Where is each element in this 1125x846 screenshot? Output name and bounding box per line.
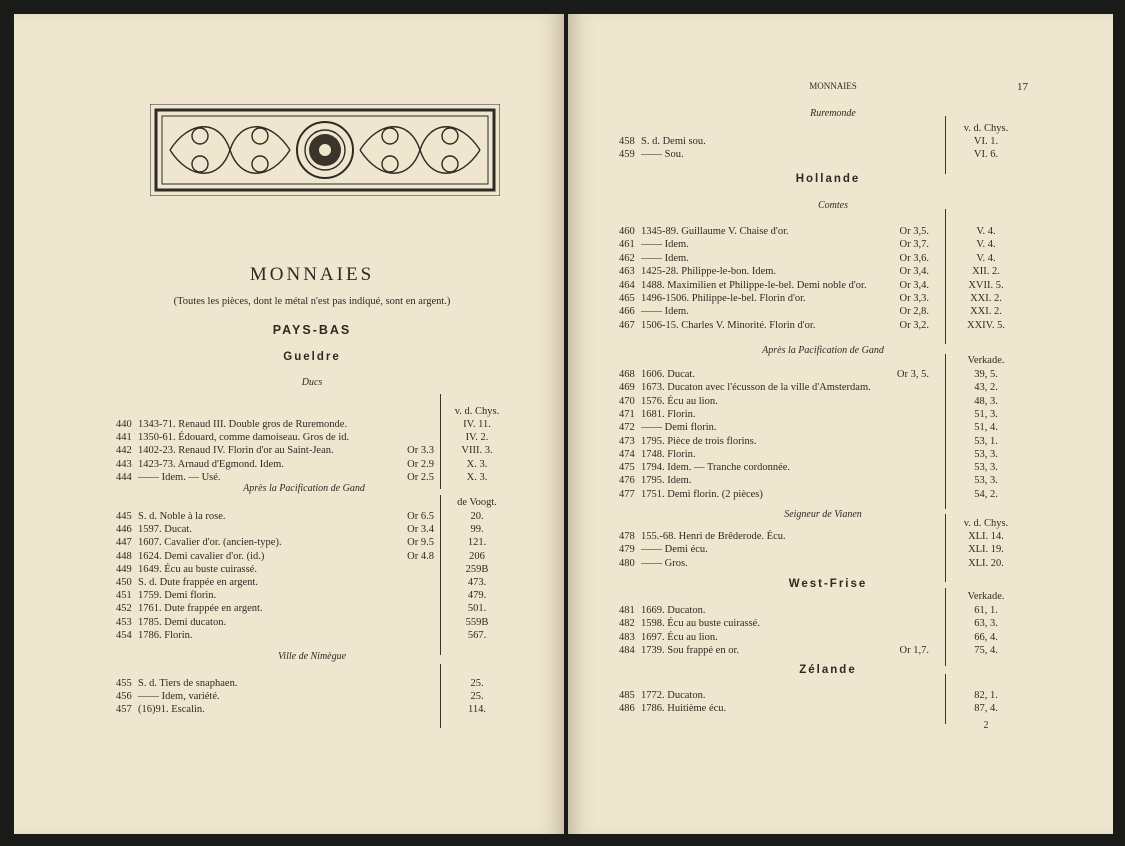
- entry-description: 1673. Ducaton avec l'écusson de la ville d'Amsterdam.: [641, 382, 871, 394]
- entry-description: 1751. Demi florin. (2 pièces): [641, 488, 763, 500]
- entry-number: 449: [116, 563, 132, 575]
- entry-description: 1488. Maximilien et Philippe-le-bel. Demi noble d'or.: [641, 279, 867, 291]
- entry-reference: XLI. 14.: [968, 531, 1004, 542]
- entry-description: 1506-15. Charles V. Minorité. Florin d'or.: [641, 319, 816, 331]
- entry-metal: Or 3,2.: [899, 319, 929, 331]
- entry-number: 486: [619, 703, 635, 715]
- entry-reference: 51, 3.: [974, 408, 998, 420]
- entry-description: S. d. Tiers de snaphaen.: [138, 678, 238, 689]
- entry-metal: Or 2.5: [407, 471, 434, 483]
- entry-description: 1598. Écu au buste cuirassé.: [641, 618, 760, 630]
- ref-header: Verkade.: [967, 591, 1005, 602]
- entry-description: 1772. Ducaton.: [641, 690, 706, 701]
- entry-metal: Or 2,8.: [899, 306, 929, 318]
- entry-reference: VI. 6.: [973, 149, 999, 161]
- province-heading: Zélande: [799, 664, 857, 676]
- entry-number: 485: [619, 690, 635, 701]
- entry-reference: 567.: [467, 629, 487, 641]
- entry-reference: 82, 1.: [974, 690, 998, 701]
- entry-reference: 559B: [465, 616, 489, 628]
- entry-number: 446: [116, 524, 132, 536]
- entry-reference: X. 3.: [466, 471, 488, 483]
- province-heading: West-Frise: [788, 578, 868, 590]
- ref-header: v. d. Chys.: [963, 518, 1009, 529]
- entry-metal: Or 1,7.: [899, 644, 929, 656]
- entry-reference: IV. 2.: [465, 432, 489, 444]
- entry-metal: Or 2.9: [407, 458, 434, 470]
- entry-reference: 51, 4.: [974, 422, 998, 434]
- entry-reference: XLI. 20.: [968, 557, 1004, 569]
- entry-number: 458: [619, 136, 635, 147]
- entry-number: 455: [116, 678, 132, 689]
- entry-reference: 39, 5.: [974, 369, 998, 380]
- entry-reference: V. 4.: [976, 239, 996, 251]
- entry-description: 1343-71. Renaud III. Double gros de Ruremonde.: [138, 419, 348, 430]
- entry-number: 448: [116, 550, 132, 562]
- entry-number: 484: [619, 644, 635, 656]
- entry-description: 1761. Dute frappée en argent.: [138, 603, 263, 615]
- entry-description: —— Idem.: [641, 306, 689, 318]
- entry-reference: XVII. 5.: [968, 279, 1004, 291]
- entry-reference: 43, 2.: [974, 382, 998, 394]
- entry-description: 1786. Florin.: [138, 629, 193, 641]
- ref-header: v. d. Chys.: [963, 123, 1009, 134]
- entry-description: —— Demi florin.: [641, 422, 717, 434]
- country-heading: PAYS-BAS: [272, 323, 352, 337]
- entry-description: 1786. Huitième écu.: [641, 703, 727, 715]
- entry-number: 462: [619, 252, 635, 264]
- entry-reference: XLI. 19.: [968, 544, 1004, 556]
- entry-description: 1606. Ducat.: [641, 369, 695, 380]
- entry-reference: 75, 4.: [974, 644, 998, 656]
- entry-number: 443: [116, 458, 132, 470]
- province-heading: Gueldre: [283, 351, 341, 363]
- entry-number: 447: [116, 537, 132, 549]
- entry-number: 441: [116, 432, 132, 444]
- entry-reference: 501.: [467, 603, 487, 615]
- entry-number: 467: [619, 319, 635, 331]
- section-heading: Seigneur de Vianen: [784, 509, 862, 520]
- entry-description: —— Sou.: [641, 149, 684, 161]
- page-title: MONNAIES: [249, 264, 375, 285]
- entry-description: —— Idem.: [641, 252, 689, 264]
- entry-number: 454: [116, 629, 132, 641]
- entry-number: 472: [619, 422, 635, 434]
- entry-reference: VI. 1.: [973, 136, 999, 147]
- entry-metal: Or 3, 5.: [896, 369, 929, 380]
- entry-number: 477: [619, 488, 635, 500]
- running-head: MONNAIES: [809, 81, 857, 91]
- entry-description: S. d. Noble à la rose.: [138, 511, 226, 522]
- entry-description: (16)91. Escalin.: [138, 704, 205, 716]
- entry-number: 473: [619, 435, 635, 447]
- entry-reference: XII. 2.: [972, 266, 1000, 278]
- entry-description: —— Idem.: [641, 239, 689, 251]
- entry-reference: X. 3.: [466, 458, 488, 470]
- entry-number: 469: [619, 382, 635, 394]
- entry-reference: 63, 3.: [974, 618, 998, 630]
- entry-reference: 121.: [467, 537, 487, 549]
- entry-number: 468: [619, 369, 635, 380]
- entry-number: 465: [619, 293, 635, 304]
- entry-description: 1496-1506. Philippe-le-bel. Florin d'or.: [641, 293, 806, 304]
- entry-description: 1697. Écu au lion.: [641, 631, 718, 643]
- entry-description: S. d. Demi sou.: [641, 136, 706, 147]
- entry-reference: IV. 11.: [463, 419, 491, 430]
- entry-number: 459: [619, 149, 635, 161]
- entry-reference: 473.: [467, 577, 487, 588]
- entry-metal: Or 3,7.: [899, 239, 929, 251]
- entry-number: 444: [116, 471, 132, 483]
- entry-reference: V. 4.: [976, 252, 996, 264]
- entry-number: 471: [619, 408, 635, 420]
- entry-reference: XXIV. 5.: [966, 319, 1006, 331]
- entry-reference: 53, 3.: [974, 462, 998, 474]
- entry-description: 1423-73. Arnaud d'Egmond. Idem.: [138, 458, 284, 470]
- entry-number: 474: [619, 448, 635, 460]
- section-heading: Ducs: [301, 377, 323, 388]
- ref-header: Verkade.: [967, 355, 1005, 366]
- section-heading: Comtes: [818, 200, 848, 211]
- entry-reference: 53, 3.: [974, 475, 998, 487]
- entry-reference: 25.: [470, 678, 484, 689]
- entry-metal: Or 3,4.: [899, 279, 929, 291]
- entry-reference: 53, 3.: [974, 448, 998, 460]
- entry-description: 1576. Écu au lion.: [641, 395, 718, 407]
- entry-reference: VIII. 3.: [461, 445, 493, 457]
- ornament-banner: [150, 104, 500, 196]
- entry-reference: 206: [469, 550, 485, 562]
- entry-number: 466: [619, 306, 635, 318]
- entry-reference: XXI. 2.: [970, 293, 1002, 304]
- entry-number: 456: [116, 691, 132, 703]
- section-heading: Après la Pacification de Gand: [762, 345, 884, 356]
- entry-description: —— Idem, variété.: [138, 691, 220, 703]
- entry-description: 1795. Idem.: [641, 475, 692, 487]
- province-heading: Hollande: [795, 173, 861, 185]
- entry-reference: 479.: [467, 590, 487, 602]
- entry-description: 1350-61. Édouard, comme damoiseau. Gros de id.: [138, 432, 350, 444]
- left-page: [14, 14, 564, 834]
- entry-description: 1681. Florin.: [641, 408, 696, 420]
- entry-description: 1669. Ducaton.: [641, 605, 706, 616]
- entry-metal: Or 3,6.: [899, 252, 929, 264]
- entry-metal: Or 3,3.: [899, 293, 929, 304]
- section-heading: Après la Pacification de Gand: [243, 483, 365, 494]
- entry-description: 1748. Florin.: [641, 448, 696, 460]
- entry-metal: Or 9.5: [407, 537, 434, 549]
- entry-description: 1785. Demi ducaton.: [138, 616, 227, 628]
- entry-number: 481: [619, 605, 635, 616]
- entry-reference: V. 4.: [976, 226, 996, 237]
- entry-description: 1425-28. Philippe-le-bon. Idem.: [641, 266, 777, 278]
- entry-reference: 259B: [465, 563, 489, 575]
- entry-number: 475: [619, 462, 635, 474]
- entry-description: 1794. Idem. — Tranche cordonnée.: [641, 462, 791, 474]
- entry-reference: 114.: [468, 704, 486, 716]
- entry-description: 1649. Écu au buste cuirassé.: [138, 563, 257, 575]
- entry-reference: 87, 4.: [974, 703, 998, 715]
- entry-number: 452: [116, 603, 132, 615]
- entry-description: 1759. Demi florin.: [138, 590, 217, 602]
- entry-number: 479: [619, 544, 635, 556]
- entry-metal: Or 3.4: [407, 524, 434, 536]
- entry-number: 470: [619, 395, 635, 407]
- subtitle: (Toutes les pièces, dont le métal n'est pas indiqué, sont en argent.): [173, 296, 451, 307]
- entry-description: —— Gros.: [641, 557, 688, 569]
- entry-reference: 54, 2.: [974, 488, 998, 500]
- entry-reference: XXI. 2.: [970, 306, 1002, 318]
- entry-reference: 25.: [470, 691, 484, 703]
- entry-number: 476: [619, 475, 635, 487]
- section-heading: Ruremonde: [810, 108, 856, 119]
- entry-number: 450: [116, 577, 132, 588]
- signature-mark: 2: [983, 720, 989, 731]
- entry-number: 464: [619, 279, 635, 291]
- entry-reference: 61, 1.: [974, 605, 998, 616]
- entry-description: —— Idem. — Usé.: [138, 471, 221, 483]
- entry-number: 457: [116, 704, 132, 716]
- section-heading: Ville de Nimègue: [277, 651, 347, 662]
- ref-header: de Voogt.: [457, 497, 497, 508]
- entry-description: 1624. Demi cavalier d'or. (id.): [138, 550, 265, 562]
- ref-header: v. d. Chys.: [454, 406, 500, 417]
- entry-number: 440: [116, 419, 132, 430]
- entry-description: 1597. Ducat.: [138, 524, 192, 536]
- entry-metal: Or 3,4.: [899, 266, 929, 278]
- entry-metal: Or 3.3: [407, 445, 434, 457]
- entry-number: 483: [619, 631, 635, 643]
- entry-metal: Or 6.5: [407, 511, 434, 522]
- entry-reference: 48, 3.: [974, 395, 998, 407]
- entry-number: 482: [619, 618, 635, 630]
- entry-number: 451: [116, 590, 132, 602]
- entry-description: 1345-89. Guillaume V. Chaise d'or.: [641, 226, 789, 237]
- entry-number: 461: [619, 239, 635, 251]
- entry-number: 445: [116, 511, 132, 522]
- entry-number: 453: [116, 616, 132, 628]
- entry-number: 480: [619, 557, 635, 569]
- entry-description: 1795. Pièce de trois florins.: [641, 435, 757, 447]
- entry-reference: 20.: [470, 511, 484, 522]
- entry-number: 460: [619, 226, 635, 237]
- entry-description: —— Demi écu.: [641, 544, 708, 556]
- page-number: 17: [1017, 81, 1028, 93]
- entry-description: 1402-23. Renaud IV. Florin d'or au Saint-Jean.: [138, 445, 334, 457]
- entry-number: 478: [619, 531, 635, 542]
- entry-number: 442: [116, 445, 132, 457]
- entry-reference: 99.: [470, 524, 484, 536]
- entry-reference: 66, 4.: [974, 631, 998, 643]
- entry-metal: Or 4.8: [407, 550, 434, 562]
- entry-number: 463: [619, 266, 635, 278]
- entry-description: 1739. Sou frappé en or.: [641, 644, 739, 656]
- entry-description: 1607. Cavalier d'or. (ancien-type).: [138, 537, 282, 549]
- entry-metal: Or 3,5.: [899, 226, 929, 237]
- entry-description: S. d. Dute frappée en argent.: [138, 577, 258, 588]
- entry-reference: 53, 1.: [974, 435, 998, 447]
- right-page: [568, 14, 1113, 834]
- entry-description: 155.-68. Henri de Brêderode. Écu.: [641, 531, 786, 542]
